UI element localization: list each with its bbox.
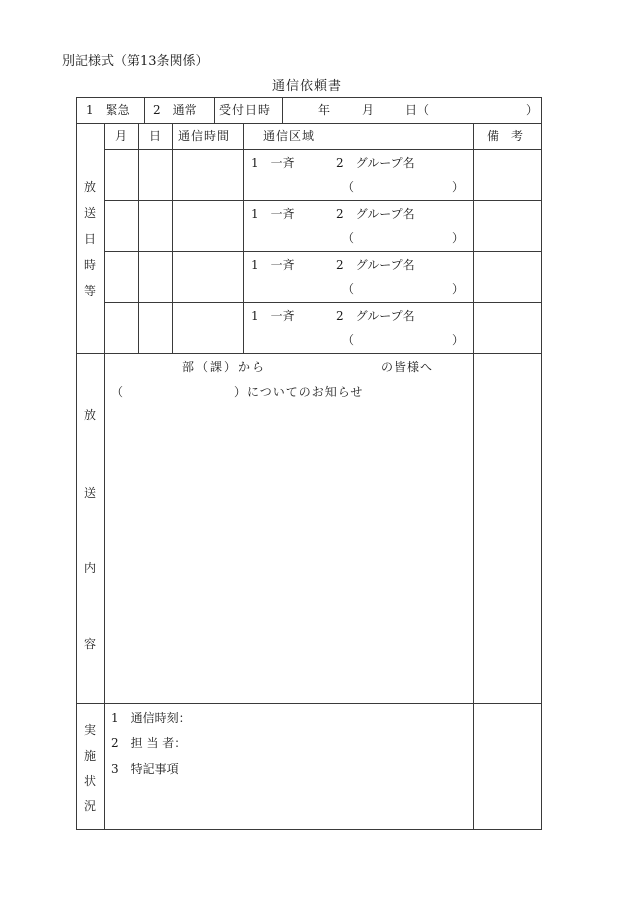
group-name-option[interactable]: 2 グループ名: [336, 309, 415, 323]
all-broadcast-option[interactable]: 1 一斉: [251, 258, 295, 272]
group-name-open-paren: （: [342, 333, 355, 347]
day-label: 日（: [405, 103, 430, 117]
document-title: 通信依頼書: [272, 79, 343, 94]
content-body-area[interactable]: [106, 404, 472, 700]
about-notice-text: ）についてのお知らせ: [234, 385, 364, 399]
group-name-open-paren: （: [342, 231, 355, 245]
col-remarks-header: 備 考: [487, 129, 524, 143]
group-name-close-paren: ）: [452, 282, 465, 296]
notice-open-paren: （: [111, 385, 124, 399]
group-name-option[interactable]: 2 グループ名: [336, 207, 415, 221]
all-broadcast-option[interactable]: 1 一斉: [251, 156, 295, 170]
status-person-in-charge: 2 担 当 者：: [111, 736, 187, 750]
urgent-option[interactable]: 1 緊急: [86, 103, 130, 117]
col-time-header: 通信時間: [178, 129, 231, 143]
group-name-close-paren: ）: [452, 231, 465, 245]
group-name-option[interactable]: 2 グループ名: [336, 258, 415, 272]
group-name-open-paren: （: [342, 282, 355, 296]
col-day-header: 日: [149, 129, 162, 143]
year-label: 年: [318, 103, 331, 117]
group-name-open-paren: （: [342, 180, 355, 194]
received-datetime-label: 受付日時: [219, 103, 272, 117]
normal-option[interactable]: 2 通常: [153, 103, 197, 117]
col-area-header: 通信区域: [263, 129, 316, 143]
status-special-notes: 3 特記事項: [111, 762, 179, 776]
close-paren: ）: [526, 103, 539, 117]
month-label: 月: [362, 103, 375, 117]
status-communication-time: 1 通信時刻：: [111, 711, 191, 725]
department-from-text: 部（課）から: [182, 360, 267, 374]
group-name-close-paren: ）: [452, 180, 465, 194]
all-broadcast-option[interactable]: 1 一斉: [251, 309, 295, 323]
all-broadcast-option[interactable]: 1 一斉: [251, 207, 295, 221]
col-month-header: 月: [115, 129, 128, 143]
form-reference: 別記様式（第13条関係）: [62, 54, 209, 69]
group-name-option[interactable]: 2 グループ名: [336, 156, 415, 170]
group-name-close-paren: ）: [452, 333, 465, 347]
to-everyone-text: の皆様へ: [381, 360, 434, 374]
